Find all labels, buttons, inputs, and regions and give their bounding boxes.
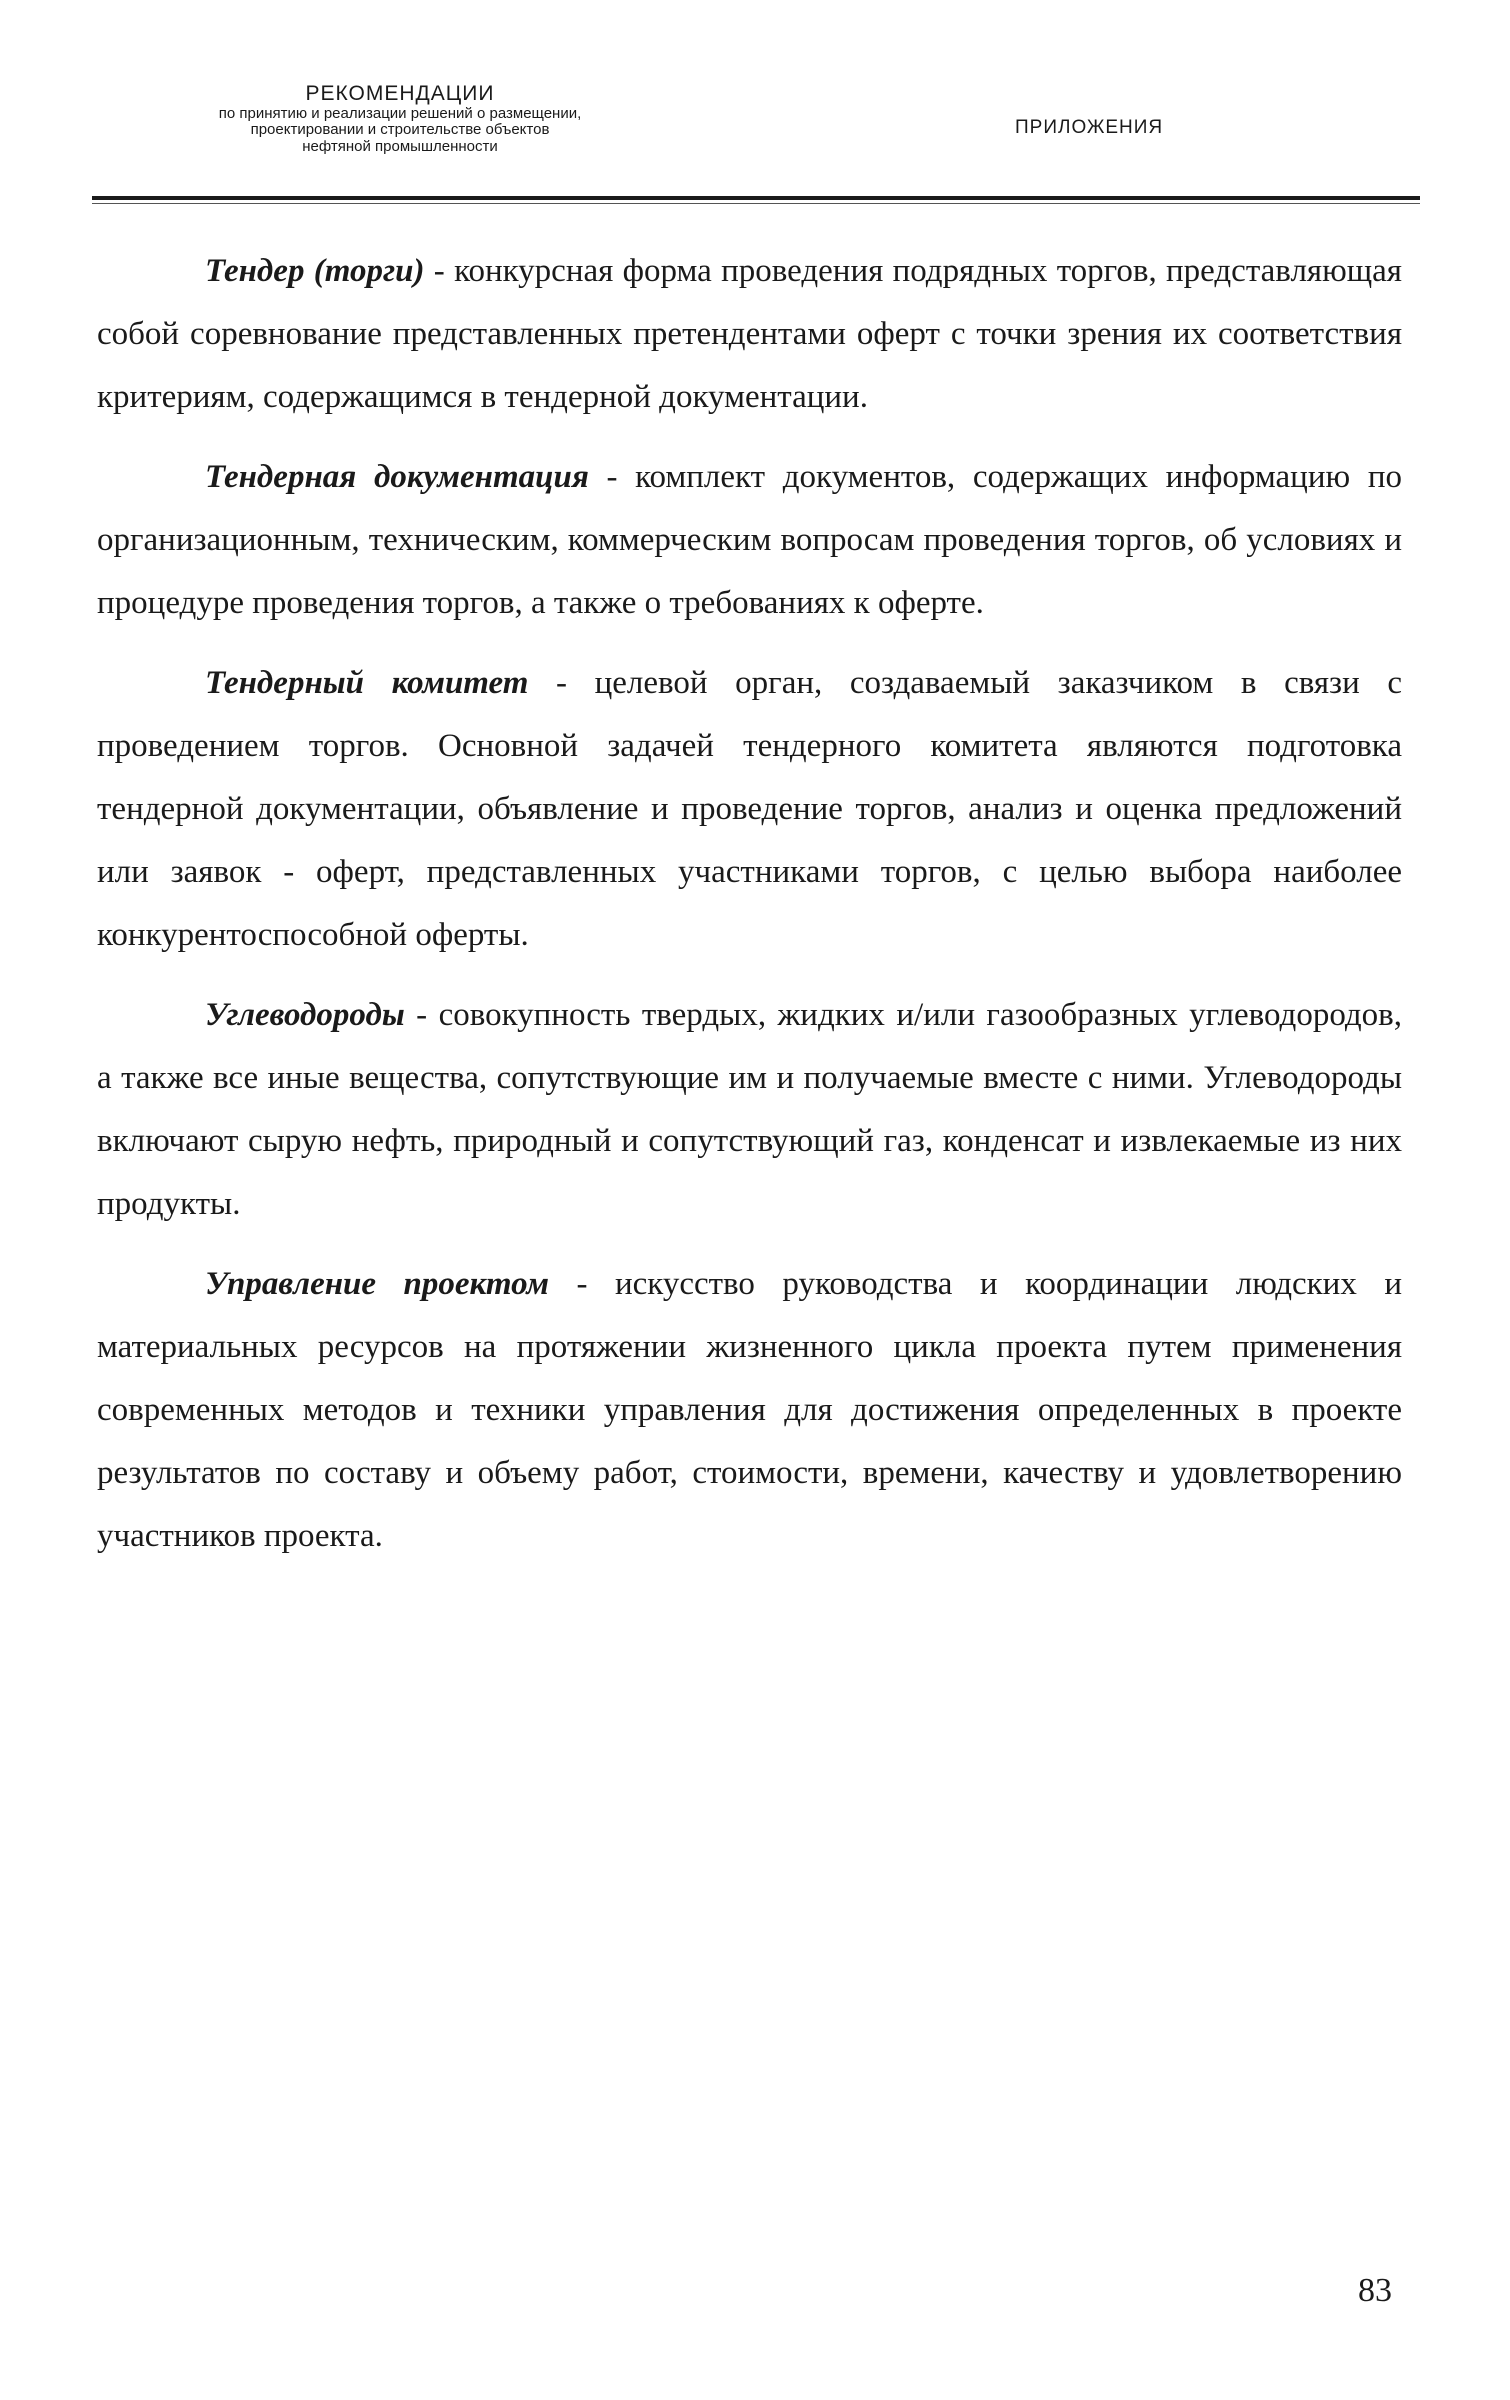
- definition-paragraph: [97, 446, 1402, 635]
- definition-paragraph: [97, 652, 1402, 967]
- running-header: [120, 82, 680, 156]
- definition-paragraph: [97, 240, 1402, 429]
- definition-text: - целевой орган, создаваемый заказчиком в связи с проведением торгов. Основной задачей тендерного комитета являются подготовка тендерной документации, объявление и проведение торгов, анализ и оценка предложений или заявок - оферт, представленных участниками торгов, с целью выбора наиболее конкурентоспособной оферты.: [97, 665, 1402, 953]
- header-subtitle-line-3: нефтяной промышленности: [302, 138, 498, 156]
- definition-text: - комплект документов, содержащих информацию по организационным, техническим, коммерческим вопросам проведения торгов, об условиях и процедуре проведения торгов, а также о требованиях к оферте.: [97, 459, 1402, 621]
- page-number: 83: [1358, 2272, 1392, 2309]
- definitions-body: [97, 240, 1402, 1585]
- definition-text: - совокупность твердых, жидких и/или газообразных углеводородов, а также все иные вещества, сопутствующие им и получаемые вместе с ними. Углеводороды включают сырую нефть, природный и сопутствующий газ, конденсат и извлекаемые из них продукты.: [97, 997, 1402, 1222]
- definition-term: Тендерная документация: [205, 459, 589, 495]
- header-title: РЕКОМЕНДАЦИИ: [305, 82, 495, 105]
- header-subtitle-line-2: проектировании и строительстве объектов: [250, 121, 550, 139]
- definition-term: Управление проектом: [205, 1266, 549, 1302]
- header-rule-thin: [92, 203, 1420, 204]
- definition-paragraph: [97, 984, 1402, 1236]
- definition-term: Тендерный комитет: [205, 665, 529, 701]
- definition-paragraph: [97, 1253, 1402, 1568]
- definition-term: Тендер (торги): [205, 253, 425, 289]
- definition-text: - конкурсная форма проведения подрядных торгов, представляющая собой соревнование представленных претендентами оферт с точки зрения их соответствия критериям, содержащимся в тендерной документации.: [97, 253, 1402, 415]
- header-section-name: ПРИЛОЖЕНИЯ: [1015, 117, 1164, 138]
- definition-term: Углеводороды: [205, 997, 405, 1033]
- header-rule: [92, 196, 1420, 200]
- header-subtitle-line-1: по принятию и реализации решений о размещении,: [218, 104, 582, 122]
- definition-text: - искусство руководства и координации людских и материальных ресурсов на протяжении жизненного цикла проекта путем применения современных методов и техники управления для достижения определенных в проекте результатов по составу и объему работ, стоимости, времени, качеству и удовлетворению участников проекта.: [97, 1266, 1403, 1554]
